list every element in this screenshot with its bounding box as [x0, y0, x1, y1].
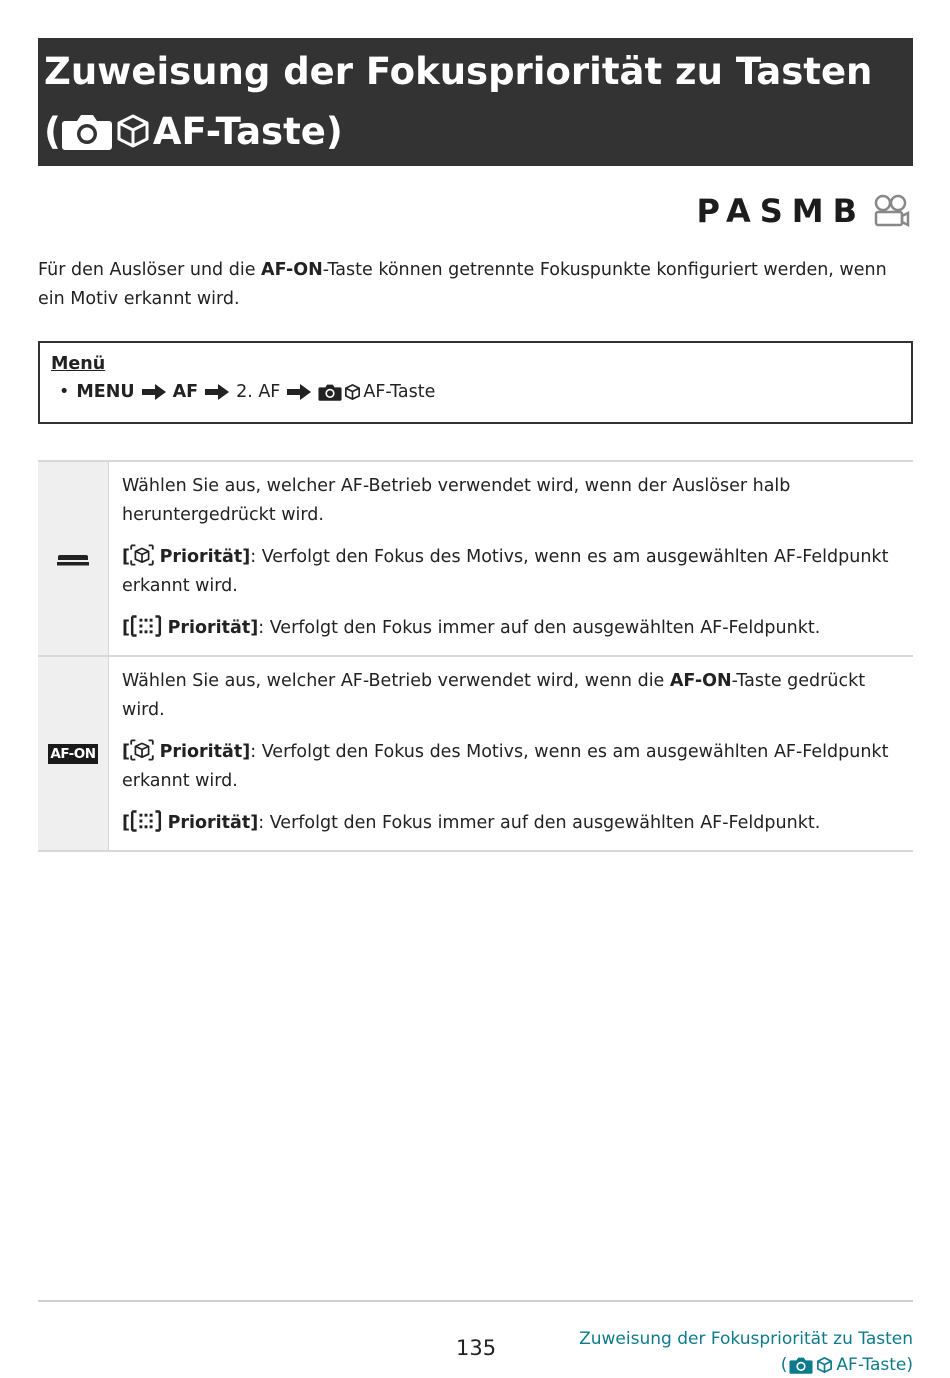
menu-path-2af: 2. AF [236, 382, 281, 402]
row-option-subject [122, 738, 901, 796]
section-link[interactable] [579, 1326, 913, 1378]
table-desc-cell [109, 462, 913, 655]
movie-camera-icon [872, 194, 910, 228]
subject-detection-icon [343, 383, 362, 402]
row-intro-bold: AF-ON [669, 671, 732, 691]
option-text: : Verfolgt den Fokus immer auf den ausgewählten AF-Feldpunkt. [258, 618, 821, 638]
mode-letters: PASMB [696, 192, 866, 230]
camera-icon [789, 1356, 813, 1375]
intro-text-2: -Taste können getrennte Fokuspunkte konfiguriert werden, wenn ein Motiv erkannt wird. [38, 260, 887, 309]
option-bracket-close: ] [250, 813, 259, 833]
section-link-line2[interactable] [579, 1352, 913, 1378]
row-intro-text: Wählen Sie aus, welcher AF-Betrieb verwendet wird, wenn die [122, 671, 670, 691]
option-bracket-close: ] [242, 742, 251, 762]
page-title-line1: Zuweisung der Fokuspriorität zu Tasten [44, 50, 873, 93]
row-option-subject [122, 543, 901, 601]
option-label: Priorität [167, 618, 251, 638]
option-bracket-open: [ [122, 547, 130, 567]
table-desc-cell [109, 657, 913, 850]
row-intro-after: -Taste gedrückt wird. [122, 671, 866, 720]
shooting-modes [696, 192, 910, 230]
camera-icon [61, 112, 113, 152]
menu-bullet: • [59, 382, 70, 402]
menu-path-af-taste: AF-Taste [363, 382, 436, 402]
section-link-open: ( [780, 1355, 788, 1375]
option-text: : Verfolgt den Fokus des Motivs, wenn es am ausgewählten AF-Feldpunkt erkannt wird. [122, 742, 889, 791]
menu-path [51, 377, 900, 407]
page-title-line2 [44, 102, 907, 162]
af-point-icon [130, 810, 162, 832]
af-on-button-icon: AF-ON [50, 745, 96, 762]
intro-paragraph [38, 256, 913, 314]
row-intro [122, 667, 901, 725]
option-text: : Verfolgt den Fokus immer auf den ausgewählten AF-Feldpunkt. [258, 813, 821, 833]
arrow-right-icon [205, 384, 229, 400]
arrow-right-icon [287, 384, 311, 400]
option-label: Priorität [159, 547, 243, 567]
option-bracket-open: [ [122, 742, 130, 762]
subject-detection-icon [815, 1356, 834, 1375]
option-bracket-close: ] [250, 618, 259, 638]
row-option-point [122, 614, 901, 643]
subject-detection-icon [113, 112, 153, 152]
menu-path-last [318, 377, 435, 407]
menu-path-menu: MENU [76, 382, 135, 402]
menu-box [38, 341, 913, 424]
shutter-button-icon [57, 551, 89, 567]
section-link-af-taste[interactable]: AF-Taste) [836, 1355, 913, 1375]
subject-detection-icon [130, 544, 154, 566]
table-key-cell [38, 462, 109, 655]
table-key-cell [38, 657, 109, 850]
option-bracket-open: [ [122, 618, 130, 638]
menu-title: Menü [51, 354, 106, 374]
option-text: : Verfolgt den Fokus des Motivs, wenn es am ausgewählten AF-Feldpunkt erkannt wird. [122, 547, 889, 596]
subject-detection-icon [130, 739, 154, 761]
section-link-line1[interactable]: Zuweisung der Fokuspriorität zu Tasten [579, 1329, 913, 1349]
row-option-point [122, 809, 901, 838]
option-bracket-close: ] [242, 547, 251, 567]
camera-icon [318, 383, 342, 402]
menu-path-af: AF [172, 382, 199, 402]
row-intro [122, 472, 901, 530]
option-bracket-open: [ [122, 813, 130, 833]
page-title-bar [38, 38, 913, 166]
intro-text-1: Für den Auslöser und die [38, 260, 262, 280]
option-label: Priorität [159, 742, 243, 762]
option-label: Priorität [167, 813, 251, 833]
arrow-right-icon [142, 384, 166, 400]
row-intro-text: Wählen Sie aus, welcher AF-Betrieb verwendet wird, wenn der Auslöser halb heruntergedrückt wird. [122, 476, 791, 525]
footer-divider [38, 1300, 913, 1302]
settings-table [38, 460, 913, 852]
table-row [38, 462, 913, 657]
page-number: 135 [456, 1336, 497, 1360]
page-title-af-taste: AF-Taste) [152, 110, 343, 153]
title-open-paren: ( [44, 110, 61, 153]
table-row [38, 657, 913, 852]
af-point-icon [130, 615, 162, 637]
intro-af-on-bold: AF-ON [261, 260, 323, 280]
